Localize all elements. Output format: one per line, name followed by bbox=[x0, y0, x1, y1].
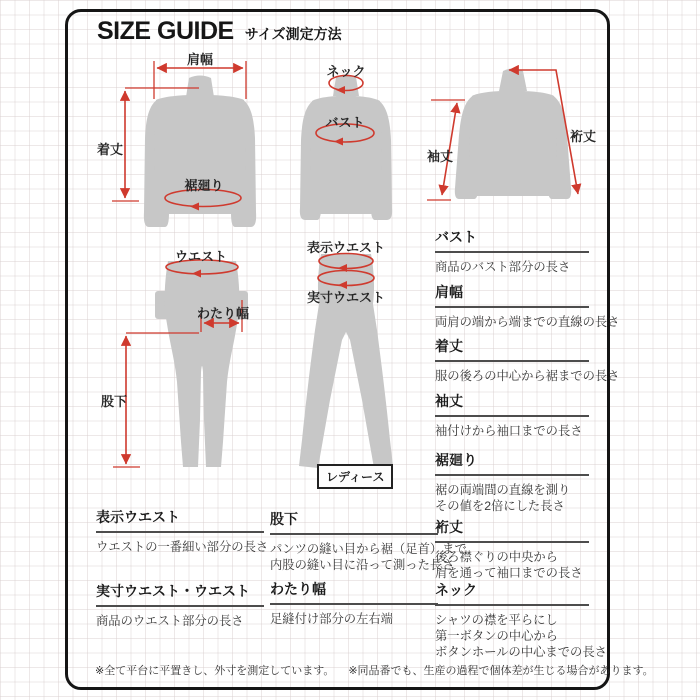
definition-term: 肩幅 bbox=[435, 282, 589, 308]
definition-term: ネック bbox=[435, 580, 589, 606]
definition-desc-line: 足縫付け部分の左右端 bbox=[270, 612, 393, 626]
definition-term: 表示ウエスト bbox=[96, 507, 264, 533]
definition-term: わたり幅 bbox=[270, 579, 438, 605]
definition-thigh-width bbox=[270, 579, 438, 627]
definition-desc-line: 商品のバスト部分の長さ bbox=[435, 260, 571, 274]
definition-desc-line: パンツの縫い目から裾（足首）まで bbox=[270, 542, 467, 556]
label-hem-round: 裾廻り bbox=[184, 178, 224, 193]
label-body-length: 着丈 bbox=[96, 142, 124, 157]
label-neck: ネック bbox=[326, 64, 366, 79]
definition-desc-line: 後ろ襟ぐりの中央から bbox=[435, 550, 558, 564]
definition-desc-line: 第一ボタンの中心から bbox=[435, 629, 558, 643]
label-actual-waist: 実寸ウエスト bbox=[306, 290, 386, 305]
disclaimer-note-2: ※同品番でも、生産の過程で個体差が生じる場合があります。 bbox=[348, 665, 654, 677]
ladies-tag: レディース bbox=[317, 464, 393, 489]
definition-desc-line: 商品のウエスト部分の長さ bbox=[96, 614, 244, 628]
label-display-waist: 表示ウエスト bbox=[306, 240, 386, 255]
definition-desc-line: ボタンホールの中心までの長さ bbox=[435, 645, 607, 659]
definition-neck bbox=[435, 580, 607, 660]
jacket-front-silhouette bbox=[455, 69, 571, 200]
label-sleeve-length: 袖丈 bbox=[426, 149, 454, 164]
definition-desc-line: 肩を通って袖口までの長さ bbox=[435, 566, 583, 580]
definition-term: 裾廻り bbox=[435, 450, 589, 476]
definition-bust bbox=[435, 227, 589, 275]
definition-desc-line: 両肩の端から端までの直線の長さ bbox=[435, 315, 620, 329]
definition-term: 袖丈 bbox=[435, 391, 589, 417]
page-title: SIZE GUIDE bbox=[97, 17, 234, 45]
page-header bbox=[97, 17, 342, 46]
definition-body-length bbox=[435, 336, 620, 384]
definition-desc-line: 内股の縫い目に沿って測った長さ bbox=[270, 558, 455, 572]
definition-term: 股下 bbox=[270, 509, 438, 535]
definition-desc-line: 袖付けから袖口までの長さ bbox=[435, 424, 583, 438]
label-bust: バスト bbox=[325, 115, 365, 130]
label-shoulder-width: 肩幅 bbox=[186, 52, 214, 67]
label-thigh-width: わたり幅 bbox=[196, 306, 250, 321]
definition-term: 実寸ウエスト・ウエスト bbox=[96, 581, 264, 607]
definition-desc-line: ウエストの一番細い部分の長さ bbox=[96, 540, 269, 554]
definition-term: バスト bbox=[435, 227, 589, 253]
label-inseam: 股下 bbox=[100, 394, 128, 409]
definition-desc-line: 裾の両端間の直線を測り bbox=[435, 483, 571, 497]
page-subtitle: サイズ測定方法 bbox=[244, 26, 342, 42]
definition-shoulder bbox=[435, 282, 620, 330]
jacket-back-silhouette bbox=[144, 76, 256, 228]
definition-display-waist bbox=[96, 507, 269, 555]
disclaimer-note-1: ※全て平台に平置きし、外寸を測定しています。 bbox=[95, 665, 335, 677]
definition-term: 着丈 bbox=[435, 336, 589, 362]
definition-hem-round bbox=[435, 450, 589, 514]
label-waist: ウエスト bbox=[174, 249, 228, 264]
definition-desc-line: その値を2倍にした長さ bbox=[435, 499, 565, 513]
label-yuki-length: 裄丈 bbox=[569, 129, 597, 144]
definition-desc-line: 服の後ろの中心から裾までの長さ bbox=[435, 369, 620, 383]
definition-term: 裄丈 bbox=[435, 517, 589, 543]
shirt-front-silhouette bbox=[300, 75, 392, 221]
pants-silhouette bbox=[155, 261, 248, 467]
definition-sleeve-length bbox=[435, 391, 589, 439]
definition-desc-line: シャツの襟を平らにし bbox=[435, 613, 558, 627]
definition-actual-waist bbox=[96, 581, 264, 629]
measurement-disclaimer bbox=[95, 662, 668, 678]
